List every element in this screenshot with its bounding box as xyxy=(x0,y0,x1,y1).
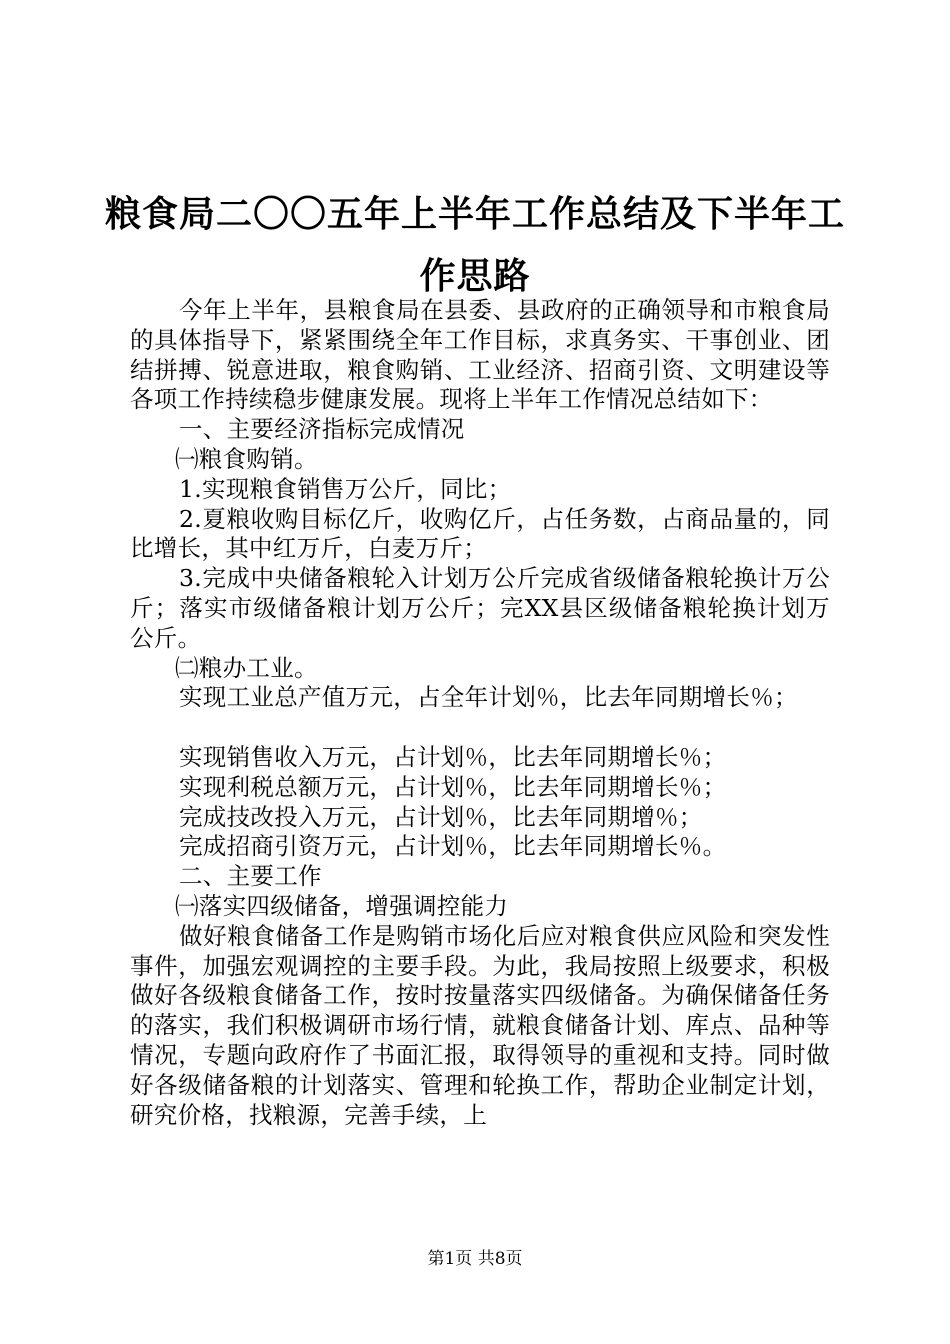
section-2-paragraph: 做好粮食储备工作是购销市场化后应对粮食供应风险和突发性事件，加强宏观调控的主要手段。为此，我局按照上级要求，积极做好各级粮食储备工作，按时按量落实四级储备。为确保储备任务的落实，我们积极调研市场行情，就粮食储备计划、库点、品种等情况，专题向政府作了书面汇报，取得领导的重视和支持。同时做好各级储备粮的计划落实、管理和轮换工作，帮助企业制定计划，研究价格，找粮源，完善手续，上 xyxy=(130,921,830,1129)
stat-line: 实现工业总产值万元，占全年计划％，比去年同期增长％； xyxy=(179,683,798,712)
section-1-sub-2-heading: ㈡粮办工业。 xyxy=(175,653,318,682)
stat-line: 实现利税总额万元，占计划％，比去年同期增长％； xyxy=(179,772,727,801)
document-title-line-2: 作思路 xyxy=(419,255,531,297)
section-1-sub-1-heading: ㈠粮食购销。 xyxy=(175,444,318,473)
stat-line: 实现销售收入万元，占计划％，比去年同期增长％； xyxy=(179,742,727,771)
intro-paragraph: 今年上半年，县粮食局在县委、县政府的正确领导和市粮食局的具体指导下，紧紧围绕全年工作目标，求真务实、干事创业、团结拼搏、锐意进取，粮食购销、工业经济、招商引资、文明建设等各项工作持续稳步健康发展。现将上半年工作情况总结如下： xyxy=(130,296,830,414)
section-2-heading: 二、主要工作 xyxy=(179,862,322,891)
section-2-sub-1-heading: ㈠落实四级储备，增强调控能力 xyxy=(175,891,509,920)
page-number-footer: 第1页 共8页 xyxy=(427,1249,523,1269)
list-item: 2.夏粮收购目标亿斤，收购亿斤，占任务数，占商品量的，同比增长，其中红万斤，白麦万斤； xyxy=(130,504,830,563)
list-item: 3.完成中央储备粮轮入计划万公斤完成省级储备粮轮换计万公斤；落实市级储备粮计划万公斤；完XX县区级储备粮轮换计划万公斤。 xyxy=(130,564,830,652)
stat-line: 完成技改投入万元，占计划％，比去年同期增％； xyxy=(179,802,703,831)
blank-line xyxy=(130,713,830,743)
section-1-heading: 一、主要经济指标完成情况 xyxy=(179,415,465,444)
document-title-line-1: 粮食局二〇〇五年上半年工作总结及下半年工 xyxy=(104,193,845,235)
document-body xyxy=(130,296,830,1130)
list-item: 1.实现粮食销售万公斤，同比； xyxy=(179,474,512,503)
stat-line: 完成招商引资万元，占计划％，比去年同期增长％。 xyxy=(179,832,727,861)
